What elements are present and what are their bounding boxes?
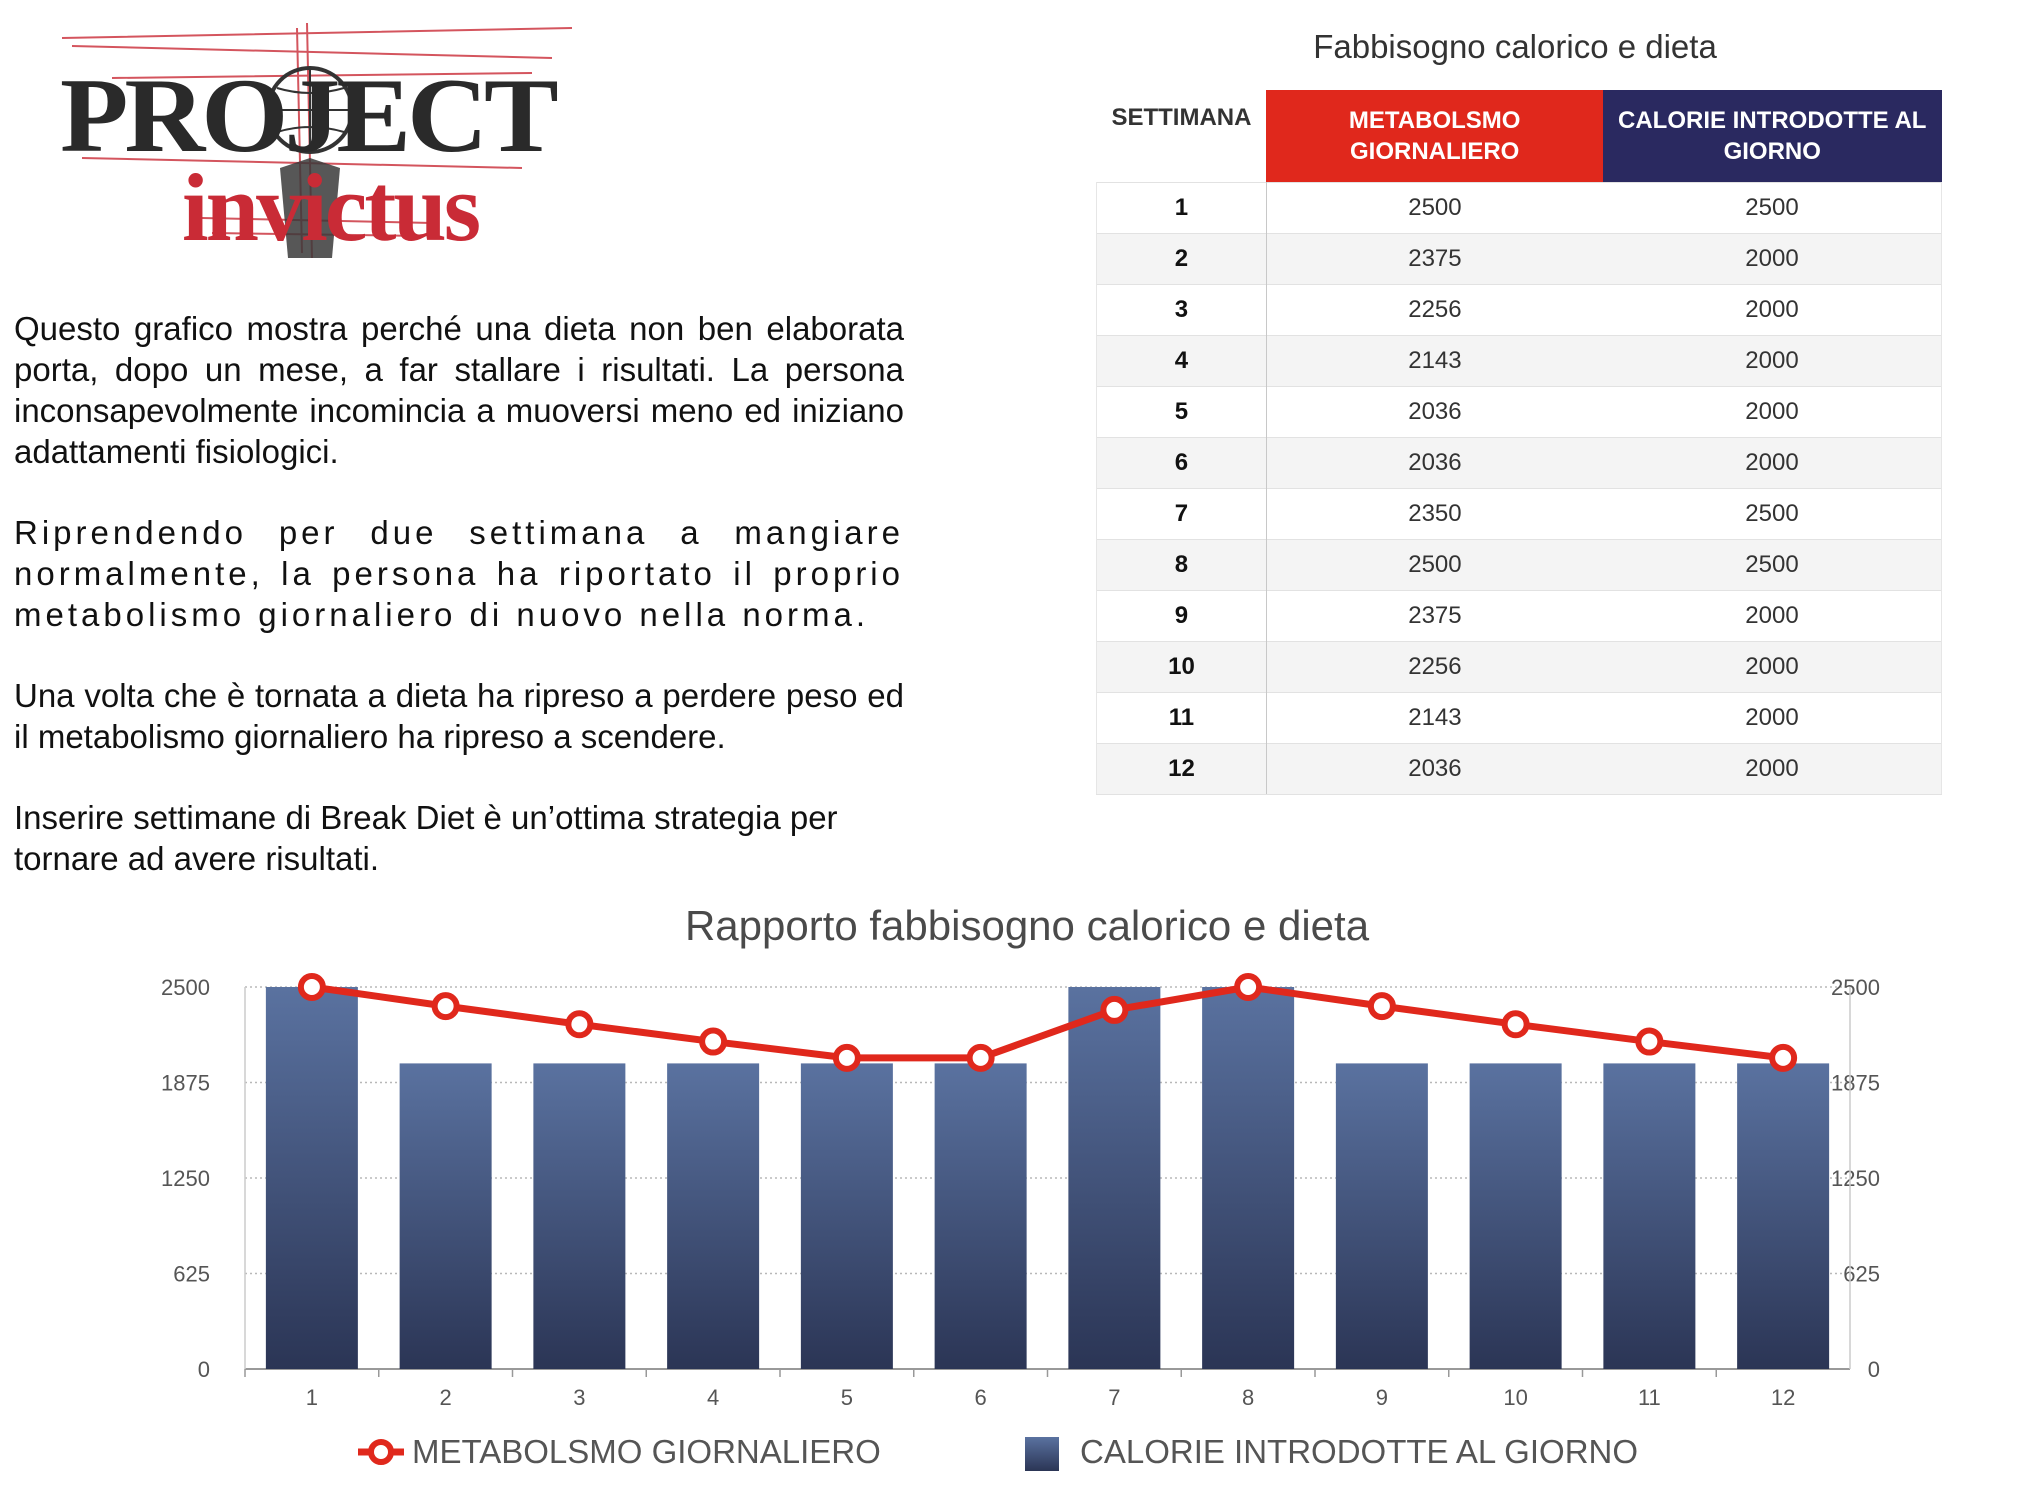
bar — [1470, 1063, 1562, 1369]
y-tick-label-left: 2500 — [161, 975, 210, 1000]
calories-cell: 2000 — [1603, 285, 1942, 336]
metabolism-cell: 2350 — [1266, 489, 1603, 540]
calories-cell: 2500 — [1603, 183, 1942, 234]
table-row — [1097, 438, 1942, 489]
description-paragraph: Inserire settimane di Break Diet è un’ottima strategia per tornare ad avere risultati. — [14, 799, 838, 877]
bar — [1068, 987, 1160, 1369]
bar — [533, 1063, 625, 1369]
bar — [1336, 1063, 1428, 1369]
calories-cell: 2000 — [1603, 387, 1942, 438]
week-cell: 10 — [1097, 642, 1267, 693]
header-settimana: SETTIMANA — [1097, 90, 1267, 183]
x-tick-label: 10 — [1503, 1385, 1528, 1410]
table-title: Fabbisogno calorico e dieta — [1313, 28, 1717, 65]
metabolism-point — [1103, 999, 1125, 1021]
y-tick-label-right: 0 — [1867, 1357, 1880, 1382]
week-cell: 2 — [1097, 234, 1267, 285]
metabolism-cell: 2500 — [1266, 540, 1603, 591]
metabolism-cell: 2500 — [1266, 183, 1603, 234]
table-row — [1097, 234, 1942, 285]
table-row — [1097, 540, 1942, 591]
x-tick-label: 5 — [840, 1385, 853, 1410]
table-row — [1097, 693, 1942, 744]
table-row — [1097, 642, 1942, 693]
table-row — [1097, 489, 1942, 540]
table-row — [1097, 183, 1942, 234]
description-paragraph: Una volta che è tornata a dieta ha ripreso a perdere peso ed il metabolismo giornaliero ha ripreso a scendere. — [14, 677, 904, 755]
metabolism-point — [970, 1047, 992, 1069]
metabolism-cell: 2375 — [1266, 234, 1603, 285]
header-calorie: CALORIE INTRODOTTE AL GIORNO — [1603, 90, 1942, 183]
calories-cell: 2000 — [1603, 642, 1942, 693]
metabolism-cell: 2143 — [1266, 693, 1603, 744]
metabolism-point — [301, 976, 323, 998]
description-text — [14, 308, 904, 919]
calories-cell: 2500 — [1603, 489, 1942, 540]
calories-cell: 2000 — [1603, 591, 1942, 642]
week-cell: 7 — [1097, 489, 1267, 540]
metabolism-point — [836, 1047, 858, 1069]
x-tick-label: 1 — [305, 1385, 318, 1410]
table-row — [1097, 387, 1942, 438]
table-row — [1097, 285, 1942, 336]
calories-cell: 2000 — [1603, 234, 1942, 285]
metabolism-cell: 2036 — [1266, 438, 1603, 489]
metabolism-point — [1638, 1031, 1660, 1053]
bar — [266, 987, 358, 1369]
metabolism-cell: 2036 — [1266, 744, 1603, 795]
legend-bar-swatch-icon — [1025, 1437, 1059, 1471]
data-table — [1096, 90, 1942, 795]
y-tick-label-left: 1875 — [161, 1070, 210, 1096]
week-cell: 3 — [1097, 285, 1267, 336]
table-row — [1097, 591, 1942, 642]
x-tick-label: 12 — [1770, 1385, 1796, 1410]
description-paragraph: Riprendendo per due settimana a mangiare normalmente, la persona ha riportato il proprio metabolismo giornaliero di nuovo nella norma. — [14, 514, 904, 633]
table-row — [1097, 336, 1942, 387]
x-tick-label: 9 — [1375, 1385, 1388, 1410]
x-tick-label: 8 — [1242, 1385, 1255, 1410]
calories-cell: 2000 — [1603, 438, 1942, 489]
metabolism-point — [1772, 1047, 1794, 1069]
calories-cell: 2000 — [1603, 336, 1942, 387]
x-tick-label: 4 — [707, 1385, 720, 1410]
x-tick-label: 11 — [1637, 1385, 1661, 1410]
metabolism-cell: 2375 — [1266, 591, 1603, 642]
y-tick-label-right: 1875 — [1831, 1070, 1880, 1096]
bar — [1202, 987, 1294, 1369]
bar — [1737, 1063, 1829, 1369]
header-metabolismo: METABOLSMO GIORNALIERO — [1266, 90, 1603, 183]
x-tick-label: 7 — [1108, 1385, 1121, 1410]
legend-label-calorie: CALORIE INTRODOTTE AL GIORNO — [1080, 1433, 1639, 1470]
week-cell: 4 — [1097, 336, 1267, 387]
metabolism-cell: 2036 — [1266, 387, 1603, 438]
metabolism-point — [1237, 976, 1259, 998]
week-cell: 5 — [1097, 387, 1267, 438]
week-cell: 8 — [1097, 540, 1267, 591]
logo-word-invictus: invictus — [182, 154, 479, 261]
week-cell: 9 — [1097, 591, 1267, 642]
bar — [400, 1063, 492, 1369]
bar — [667, 1063, 759, 1369]
bar — [801, 1063, 893, 1369]
y-tick-label-right: 1250 — [1831, 1166, 1880, 1191]
x-tick-label: 6 — [974, 1385, 987, 1410]
week-cell: 6 — [1097, 438, 1267, 489]
metabolism-line — [312, 987, 1783, 1058]
y-tick-label-right: 2500 — [1831, 975, 1880, 1000]
description-paragraph: Questo grafico mostra perché una dieta non ben elaborata porta, dopo un mese, a far stallare i risultati. La persona inconsapevolmente incomincia a muoversi meno ed iniziano adattamenti fisiologici. — [14, 310, 904, 470]
chart-legend — [0, 1427, 2018, 1477]
metabolism-point — [568, 1013, 590, 1035]
calories-cell: 2500 — [1603, 540, 1942, 591]
metabolism-point — [435, 995, 457, 1017]
metabolism-cell: 2256 — [1266, 285, 1603, 336]
legend-line-marker-icon — [356, 1427, 406, 1477]
y-tick-label-left: 1250 — [161, 1166, 210, 1191]
y-tick-label-left: 0 — [197, 1357, 210, 1382]
x-tick-label: 3 — [573, 1385, 586, 1410]
x-tick-label: 2 — [439, 1385, 452, 1410]
metabolism-point — [702, 1031, 724, 1053]
week-cell: 11 — [1097, 693, 1267, 744]
y-tick-label-left: 625 — [173, 1261, 210, 1287]
bar — [1603, 1063, 1695, 1369]
legend-label-metabolismo: METABOLSMO GIORNALIERO — [412, 1433, 881, 1470]
chart-title: Rapporto fabbisogno calorico e dieta — [684, 902, 1370, 949]
metabolism-cell: 2143 — [1266, 336, 1603, 387]
week-cell: 1 — [1097, 183, 1267, 234]
metabolism-point — [1505, 1013, 1527, 1035]
y-tick-label-right: 625 — [1843, 1261, 1880, 1287]
calories-cell: 2000 — [1603, 744, 1942, 795]
table-row — [1097, 744, 1942, 795]
metabolism-point — [1371, 995, 1393, 1017]
metabolism-cell: 2256 — [1266, 642, 1603, 693]
project-invictus-logo — [52, 18, 592, 263]
bar — [935, 1063, 1027, 1369]
combo-chart — [0, 960, 2018, 1430]
calories-cell: 2000 — [1603, 693, 1942, 744]
week-cell: 12 — [1097, 744, 1267, 795]
logo-word-project: PROJECT — [60, 57, 555, 175]
